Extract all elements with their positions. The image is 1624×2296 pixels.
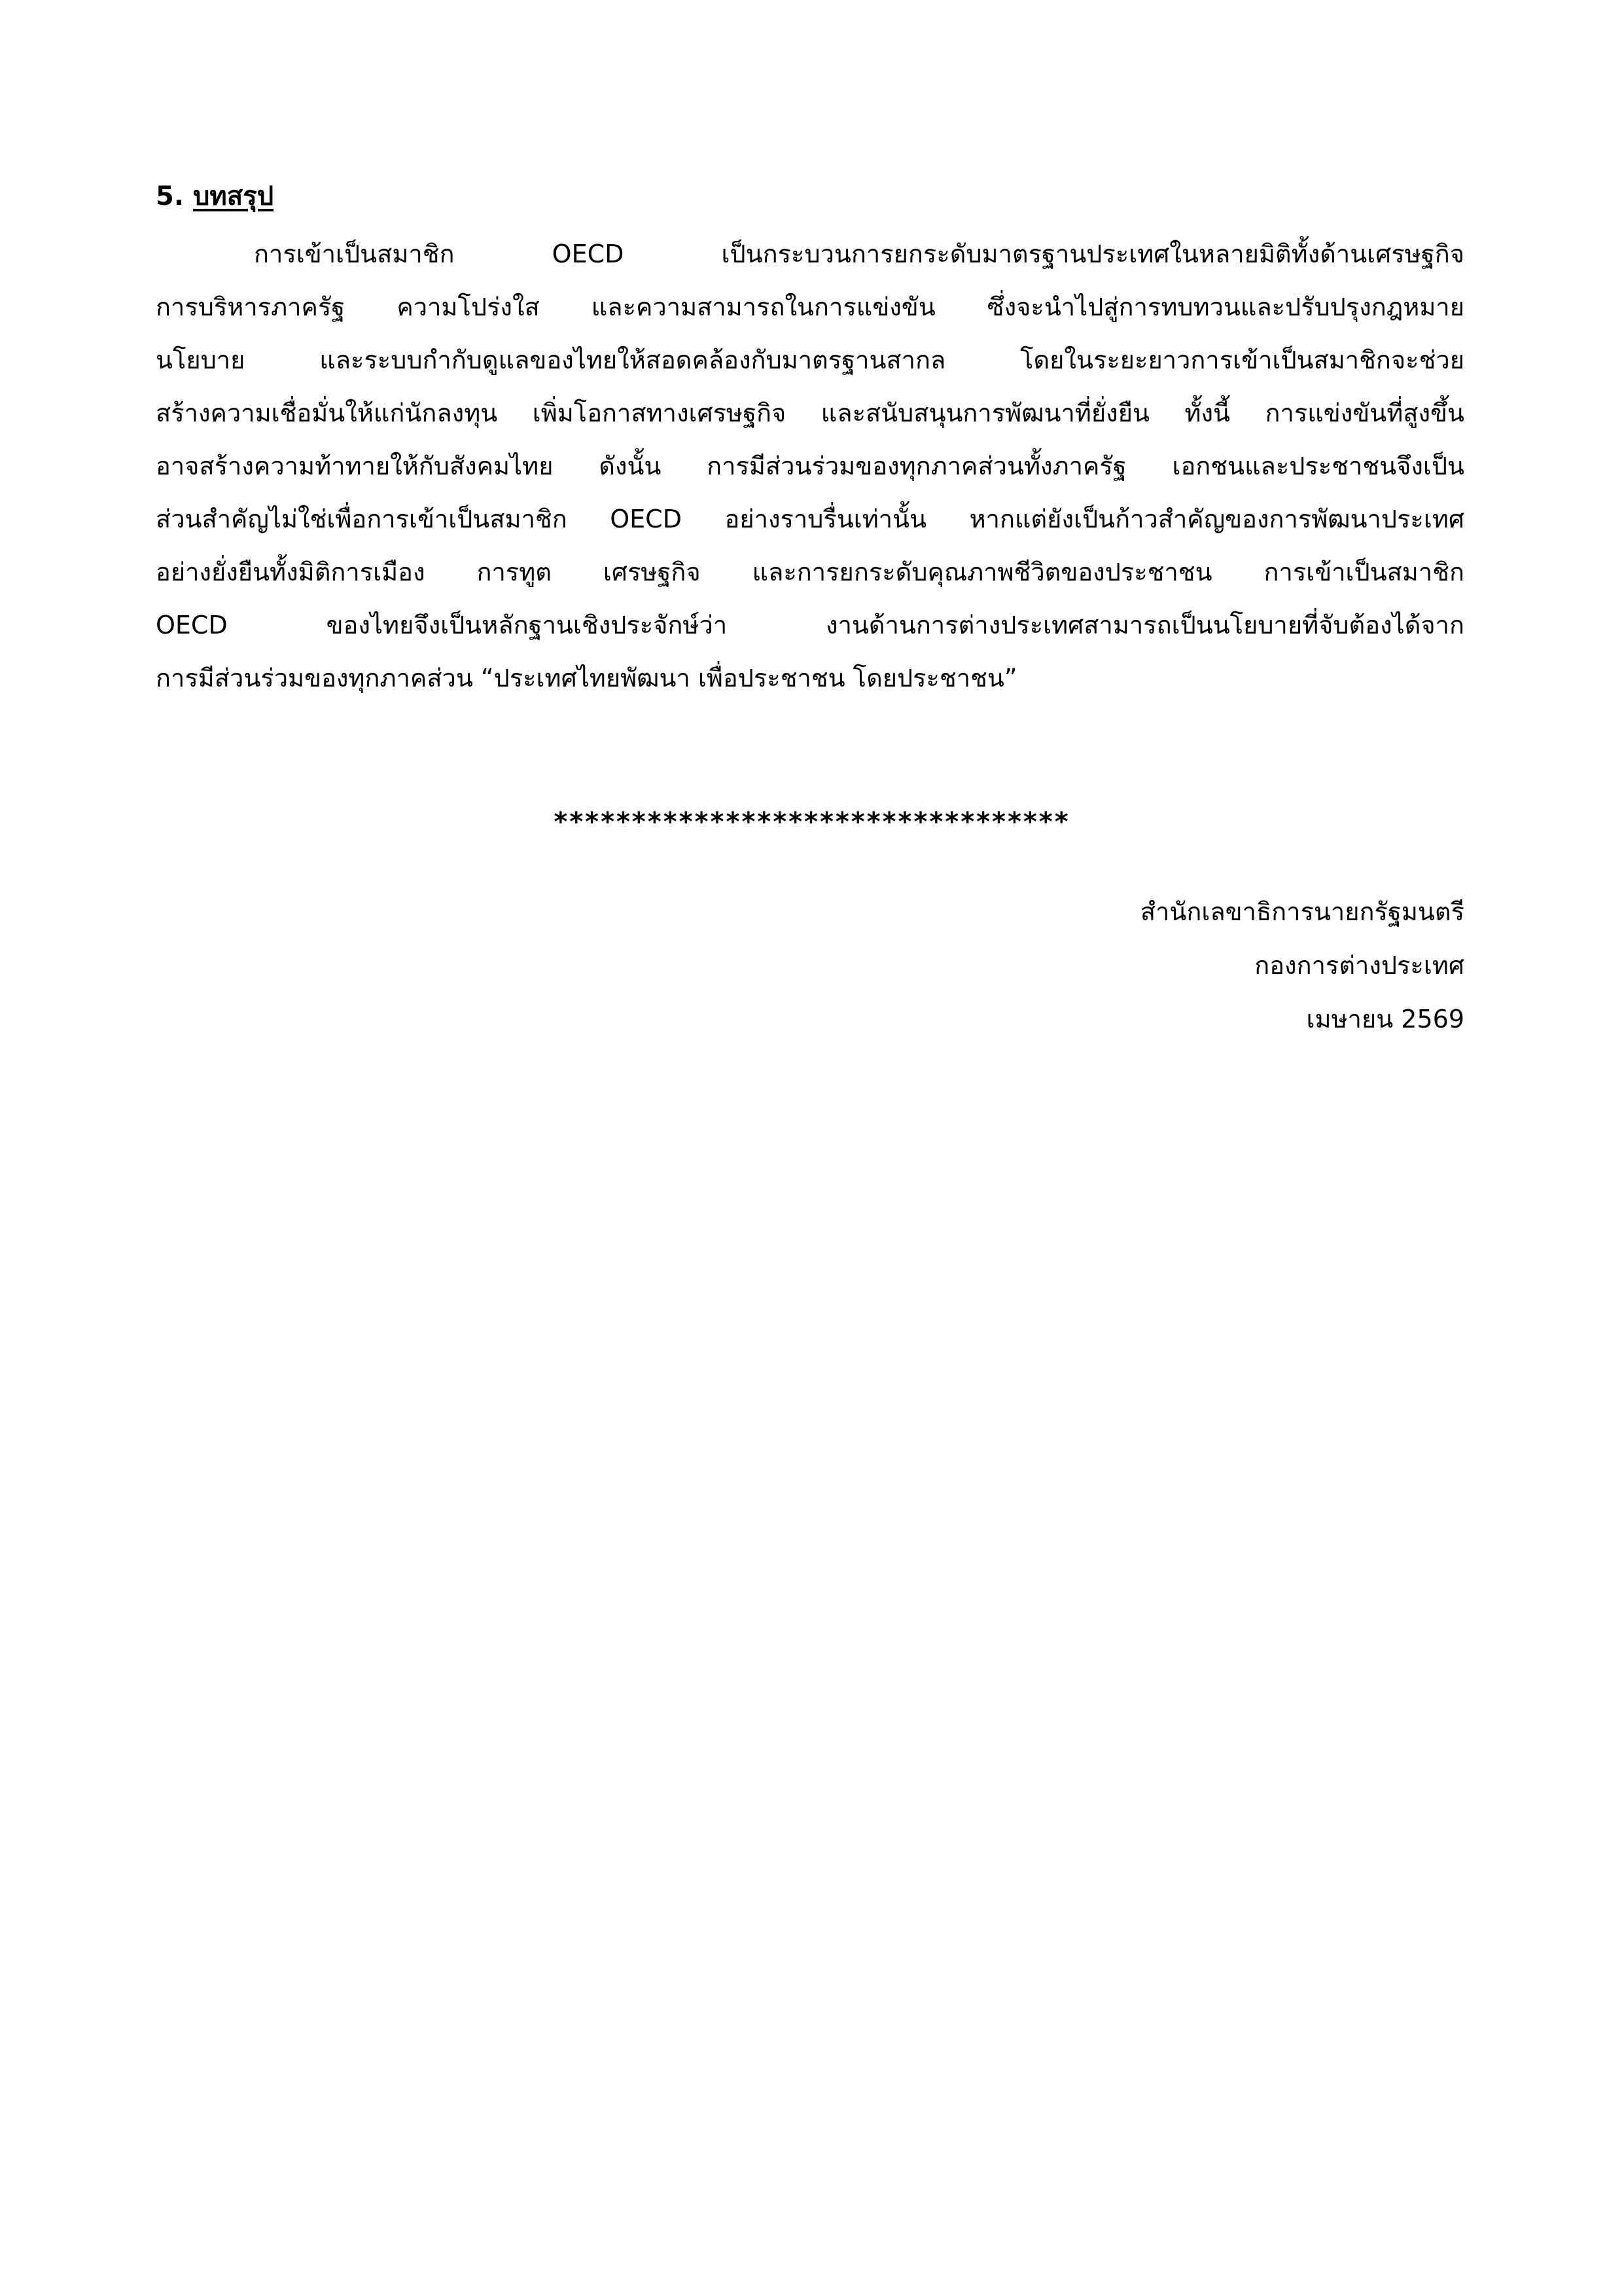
paragraph-line: สร้างความเชื่อมั่นให้แก่นักลงทุน เพิ่มโอกาสทางเศรษฐกิจ และสนับสนุนการพัฒนาที่ยั่งยืน ทั้งนี้ การแข่งขันที่สูงขึ้น xyxy=(156,399,1464,427)
paragraph-line: การมีส่วนร่วมของทุกภาคส่วน “ประเทศไทยพัฒนา เพื่อประชาชน โดยประชาชน” xyxy=(156,664,1017,692)
paragraph-line: การบริหารภาครัฐ ความโปร่งใส และความสามารถในการแข่งขัน ซึ่งจะนำไปสู่การทบทวนและปรับปรุงกฎหมาย xyxy=(156,293,1464,321)
signature-block xyxy=(1140,885,1464,1046)
paragraph-line: อย่างยั่งยืนทั้งมิติการเมือง การทูต เศรษฐกิจ และการยกระดับคุณภาพชีวิตของประชาชน การเข้าเป็นสมาชิก xyxy=(156,558,1464,586)
signature-office: สำนักเลขาธิการนายกรัฐมนตรี xyxy=(1140,897,1464,926)
signature-division: กองการต่างประเทศ xyxy=(1254,951,1464,980)
section-number: 5. xyxy=(156,181,185,211)
section-heading xyxy=(156,175,274,217)
paragraph-line: ส่วนสำคัญไม่ใช่เพื่อการเข้าเป็นสมาชิก OECD อย่างราบรื่นเท่านั้น หากแต่ยังเป็นก้าวสำคัญของการพัฒนาประเทศ xyxy=(156,505,1464,533)
section-title: บทสรุป xyxy=(193,181,274,211)
paragraph-line: นโยบาย และระบบกำกับดูแลของไทยให้สอดคล้องกับมาตรฐานสากล โดยในระยะยาวการเข้าเป็นสมาชิกจะช่วย xyxy=(156,346,1464,374)
paragraph-line: การเข้าเป็นสมาชิก OECD เป็นกระบวนการยกระดับมาตรฐานประเทศในหลายมิติทั้งด้านเศรษฐกิจ xyxy=(254,240,1464,268)
paragraph-line: OECD ของไทยจึงเป็นหลักฐานเชิงประจักษ์ว่า งานด้านการต่างประเทศสามารถเป็นนโยบายที่จับต้องได้จาก xyxy=(156,611,1464,639)
signature-date: เมษายน 2569 xyxy=(1306,1005,1464,1033)
asterisk-separator: ********************************* xyxy=(554,807,1070,837)
summary-paragraph xyxy=(156,228,1464,705)
paragraph-line: อาจสร้างความท้าทายให้กับสังคมไทย ดังนั้น การมีส่วนร่วมของทุกภาคส่วนทั้งภาครัฐ เอกชนและประชาชนจึงเป็น xyxy=(156,452,1464,480)
